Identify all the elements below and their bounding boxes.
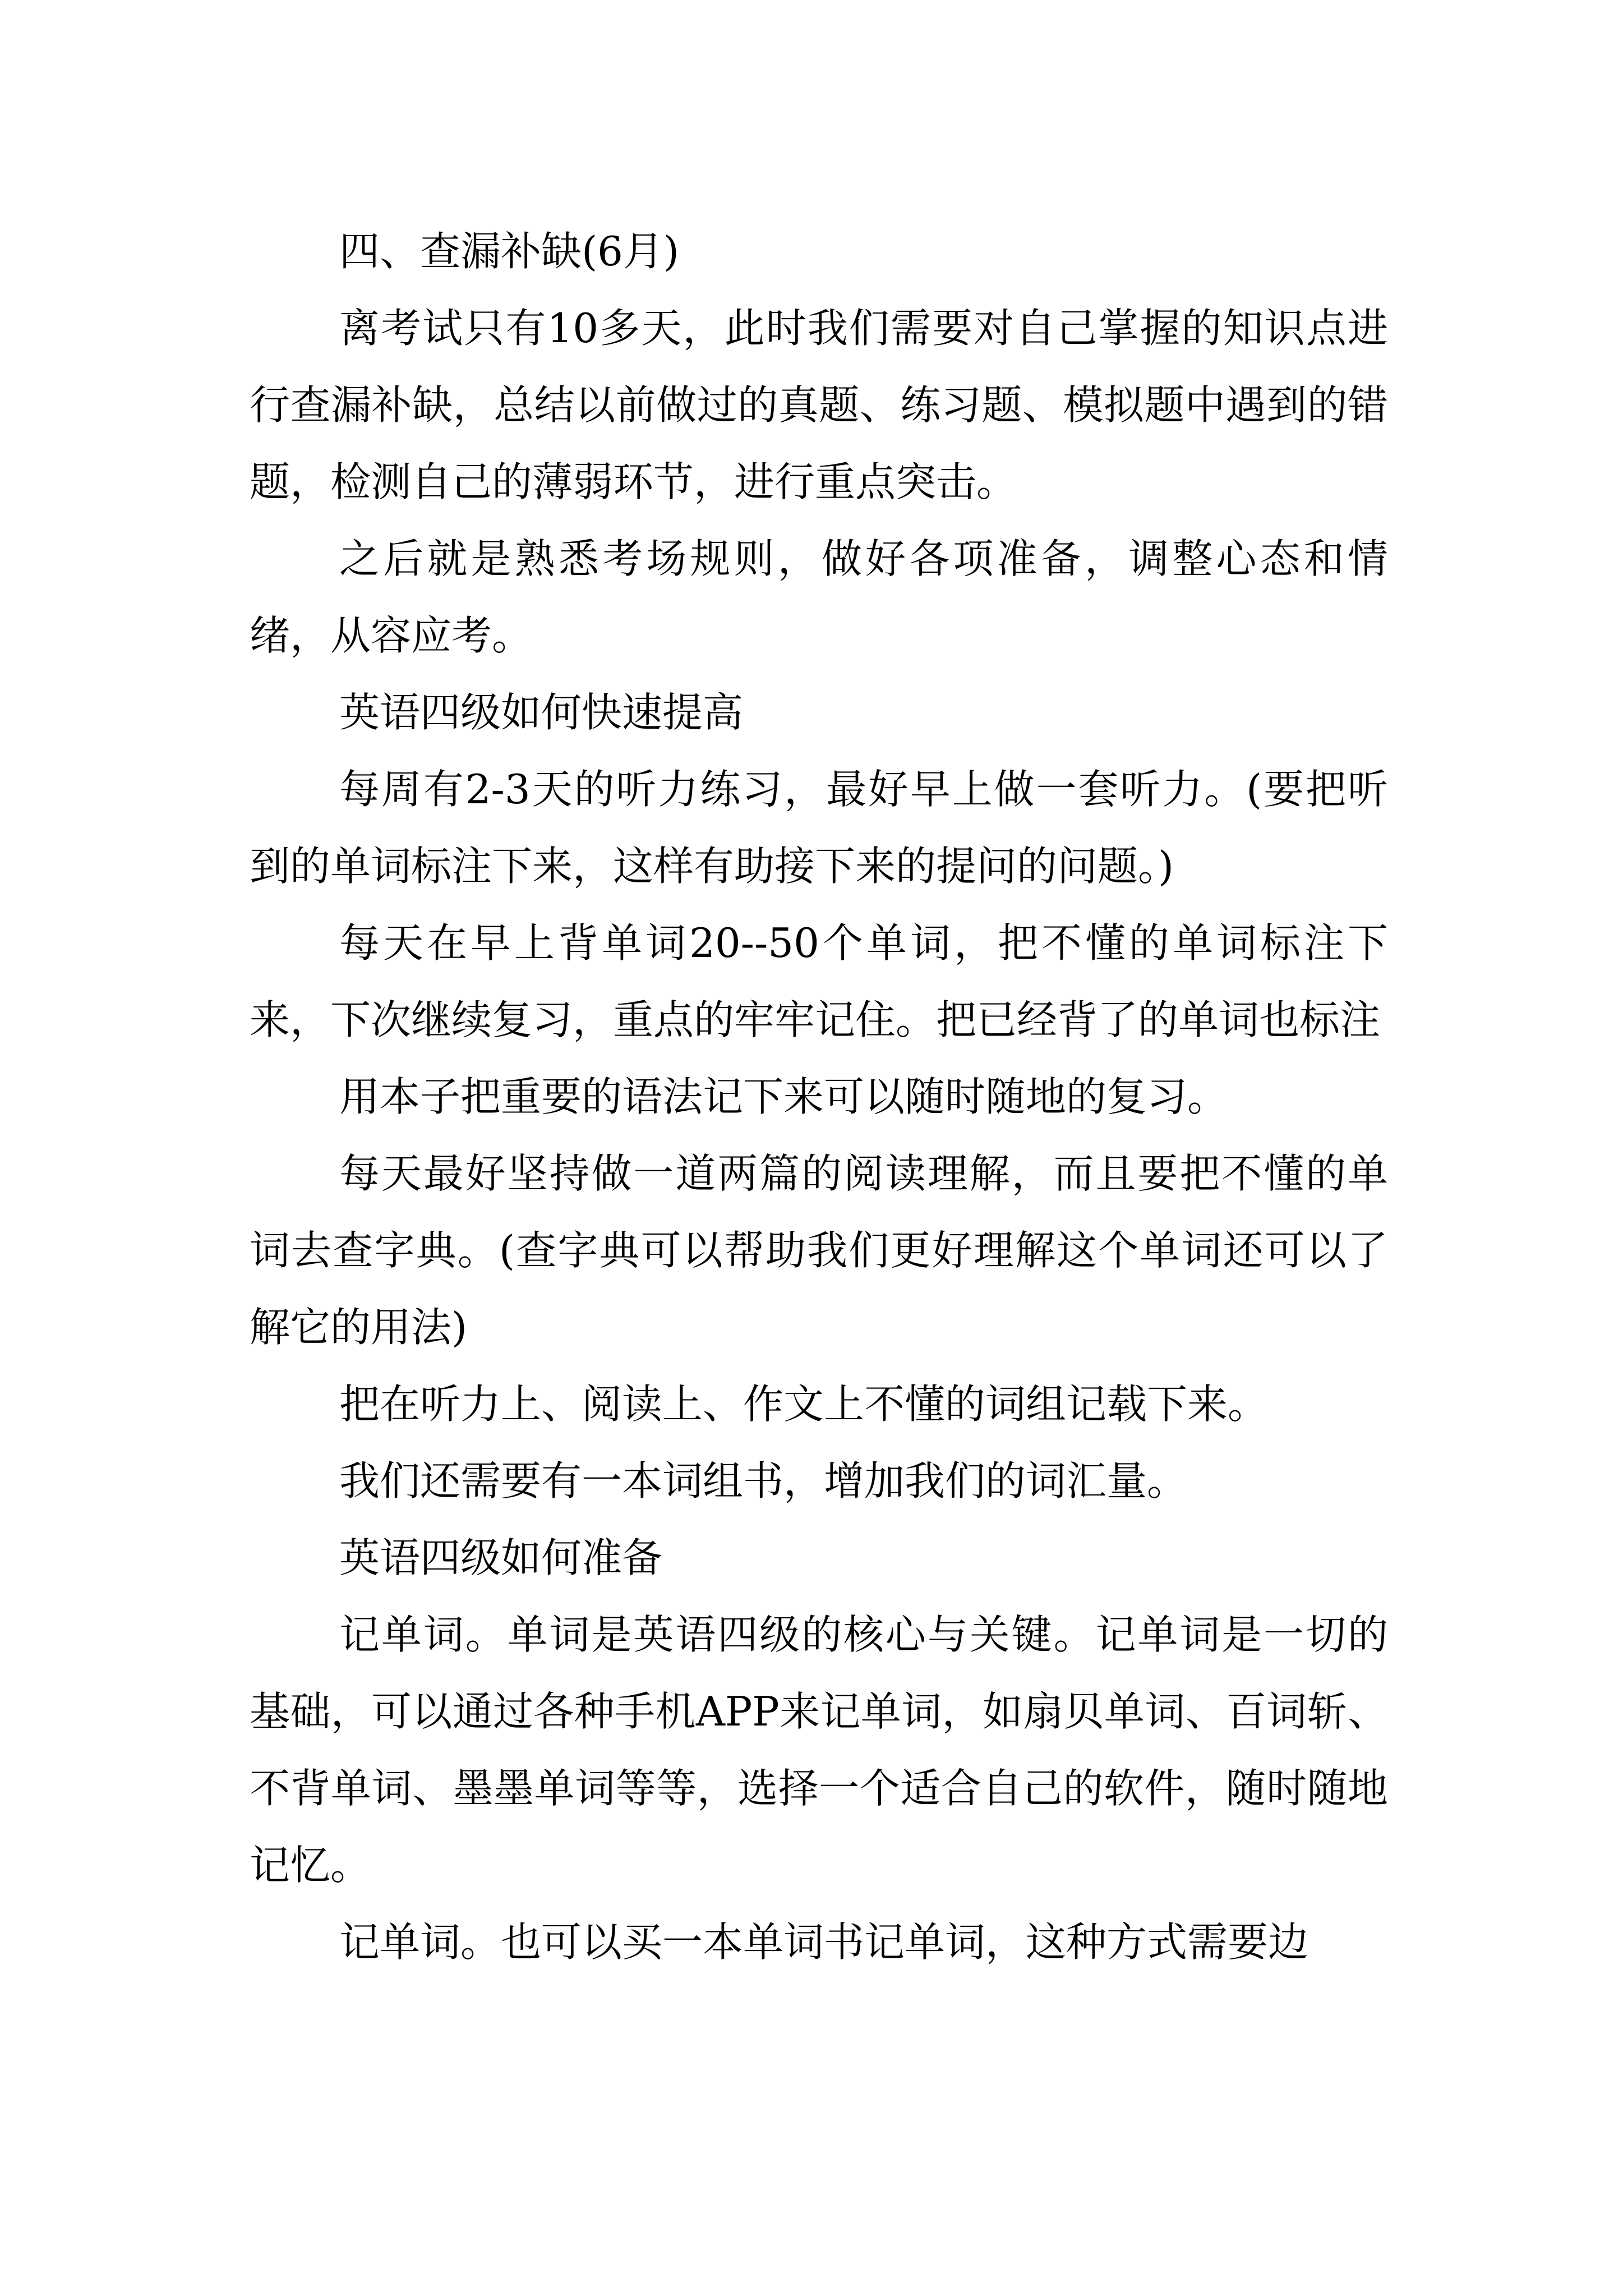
- body-paragraph: 每周有2-3天的听力练习，最好早上做一套听力。(要把听到的单词标注下来，这样有助接下来的提问的问题。): [250, 766, 1388, 890]
- body-paragraph: 每天在早上背单词20--50个单词，把不懂的单词标注下来，下次继续复习，重点的牢牢记住。把已经背了的单词也标注: [250, 919, 1388, 1043]
- section-heading: 四、查漏补缺(6月): [339, 228, 679, 275]
- body-paragraph: 记单词。单词是英语四级的核心与关键。记单词是一切的基础，可以通过各种手机APP来记单词，如扇贝单词、百词斩、不背单词、墨墨单词等等，选择一个适合自己的软件，随时随地记忆。: [250, 1611, 1388, 1889]
- body-paragraph: 之后就是熟悉考场规则，做好各项准备，调整心态和情绪，从容应考。: [250, 535, 1388, 659]
- document-page: [250, 213, 1388, 1981]
- body-paragraph: 把在听力上、阅读上、作文上不懂的词组记载下来。: [339, 1381, 1269, 1428]
- section-heading: 英语四级如何准备: [339, 1534, 663, 1581]
- body-paragraph: 我们还需要有一本词组书，增加我们的词汇量。: [339, 1457, 1188, 1504]
- body-paragraph: 用本子把重要的语法记下来可以随时随地的复习。: [339, 1073, 1228, 1120]
- body-paragraph: 每天最好坚持做一道两篇的阅读理解，而且要把不懂的单词去查字典。(查字典可以帮助我们更好理解这个单词还可以了解它的用法): [250, 1150, 1388, 1351]
- body-paragraph: 记单词。也可以买一本单词书记单词，这种方式需要边: [339, 1918, 1309, 1966]
- section-heading: 英语四级如何快速提高: [339, 689, 744, 736]
- body-paragraph: 离考试只有10多天，此时我们需要对自己掌握的知识点进行查漏补缺，总结以前做过的真题、练习题、模拟题中遇到的错题，检测自己的薄弱环节，进行重点突击。: [250, 305, 1388, 505]
